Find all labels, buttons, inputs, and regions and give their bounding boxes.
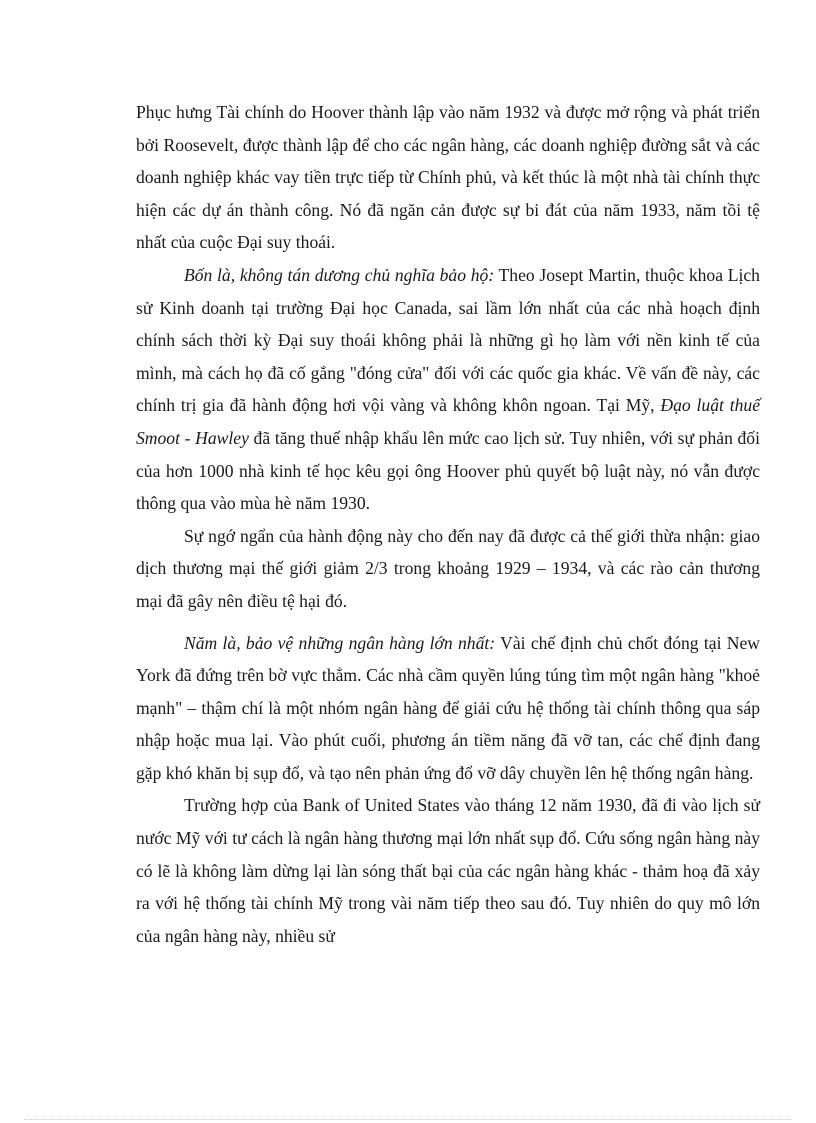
- document-page: [136, 96, 760, 952]
- paragraph-3: [136, 520, 760, 618]
- paragraph-5: [136, 789, 760, 952]
- paragraph-4: [136, 627, 760, 790]
- paragraph-4-text: Vài chế định chủ chốt đóng tại New York đã đứng trên bờ vực thẳm. Các nhà cầm quyền lúng túng tìm một ngân hàng "khoẻ mạnh" – thậm chí là một nhóm ngân hàng để giải cứu hệ thống tài chính thông qua sáp nhập hoặc mua lại. Vào phút cuối, phương án tiềm năng đã vỡ tan, các chế định đang gặp khó khăn bị sụp đổ, và tạo nên phản ứng đổ vỡ dây chuyền lên hệ thống ngân hàng.: [136, 632, 761, 783]
- paragraph-1: [136, 96, 760, 259]
- paragraph-2-text-after-italic: đã tăng thuế nhập khẩu lên mức cao lịch sử. Tuy nhiên, với sự phản đối của hơn 1000 nhà kinh tế học kêu gọi ông Hoover phủ quyết bộ luật này, nó vẫn được thông qua vào mùa hè năm 1930.: [136, 427, 760, 514]
- paragraph-2: [136, 259, 760, 520]
- paragraph-2-lead: Bốn là, không tán dương chủ nghĩa bảo hộ:: [184, 264, 495, 285]
- paragraph-1-text: Phục hưng Tài chính do Hoover thành lập vào năm 1932 và được mở rộng và phát triển bởi Roosevelt, được thành lập để cho các ngân hàng, các doanh nghiệp đường sắt và các doanh nghiệp khác vay tiền trực tiếp từ Chính phủ, và kết thúc là một nhà tài chính thực hiện các dự án thành công. Nó đã ngăn cản được sự bi đát của năm 1933, năm tồi tệ nhất của cuộc Đại suy thoái.: [136, 102, 760, 253]
- paragraph-2-act-name: Đạo luật thuế Smoot - Hawley: [136, 395, 760, 448]
- page-bottom-border: [24, 1119, 792, 1120]
- paragraph-5-text: Trường hợp của Bank of United States vào tháng 12 năm 1930, đã đi vào lịch sử nước Mỹ với tư cách là ngân hàng thương mại lớn nhất sụp đổ. Cứu sống ngân hàng này có lẽ là không làm dừng lại làn sóng thất bại của các ngân hàng khác - thảm hoạ đã xảy ra với hệ thống tài chính Mỹ trong vài năm tiếp theo sau đó. Tuy nhiên do quy mô lớn của ngân hàng này, nhiều sử: [136, 795, 760, 946]
- paragraph-4-lead: Năm là, bảo vệ những ngân hàng lớn nhất:: [184, 632, 496, 653]
- paragraph-2-text-before-italic: Theo Josept Martin, thuộc khoa Lịch sử Kinh doanh tại trường Đại học Canada, sai lầm lớn nhất của các nhà hoạch định chính sách thời kỳ Đại suy thoái không phải là những gì họ làm với nền kinh tế của mình, mà cách họ đã cố gắng "đóng cửa" đối với các quốc gia khác. Về vấn đề này, các chính trị gia đã hành động hơi vội vàng và không khôn ngoan. Tại Mỹ,: [136, 264, 760, 416]
- paragraph-3-text: Sự ngớ ngẩn của hành động này cho đến nay đã được cả thế giới thừa nhận: giao dịch thương mại thế giới giảm 2/3 trong khoảng 1929 – 1934, và các rào cản thương mại đã gây nên điều tệ hại đó.: [136, 525, 760, 611]
